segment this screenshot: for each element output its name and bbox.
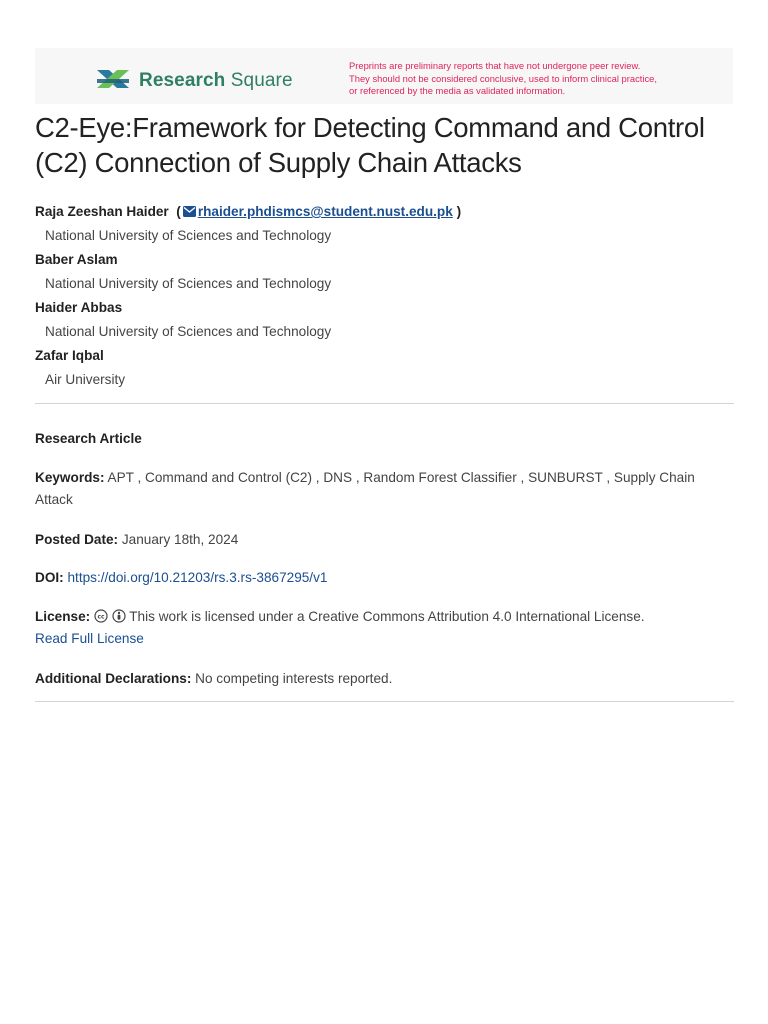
author-list	[35, 200, 735, 392]
author-name: Zafar Iqbal	[35, 348, 104, 363]
svg-text:cc: cc	[97, 613, 105, 621]
research-square-logo[interactable]	[95, 66, 293, 96]
paper-title: C2-Eye:Framework for Detecting Command and Control (C2) Connection of Supply Chain Attacks	[35, 112, 705, 178]
author-name-row: Raja Zeeshan Haider ( rhaider.phdismcs@student.nust.edu.pk )	[35, 204, 462, 219]
license-row	[35, 606, 735, 650]
disclaimer-line: Preprints are preliminary reports that have not undergone peer review.	[349, 60, 641, 71]
posted-date-row	[35, 529, 735, 551]
section-divider	[35, 403, 734, 404]
declarations-row	[35, 668, 735, 690]
author-affiliation: National University of Sciences and Technology	[45, 228, 332, 243]
disclaimer-line: or referenced by the media as validated information.	[349, 85, 566, 97]
author-entry	[35, 200, 735, 248]
posted-date-value: January 18th, 2024	[121, 532, 239, 547]
disclaimer-line: They should not be considered conclusive, used to inform clinical practice,	[349, 72, 657, 84]
declarations-value: No competing interests reported.	[195, 671, 393, 686]
article-type-label: Research Article	[35, 431, 142, 446]
envelope-icon	[183, 206, 196, 217]
author-name: Raja Zeeshan Haider	[35, 204, 169, 219]
doi-label: DOI:	[35, 570, 64, 585]
declarations-label: Additional Declarations:	[35, 671, 192, 686]
author-entry	[35, 344, 735, 392]
article-type	[35, 428, 735, 450]
posted-date-label: Posted Date:	[35, 532, 119, 547]
research-square-logo-icon	[95, 66, 131, 96]
section-divider	[35, 701, 734, 702]
author-entry	[35, 248, 735, 296]
license-text: This work is licensed under a Creative Commons Attribution 4.0 International License.	[129, 609, 645, 624]
author-email-link[interactable]: rhaider.phdismcs@student.nust.edu.pk	[197, 204, 453, 219]
creative-commons-icon	[94, 609, 108, 623]
author-affiliation: Air University	[45, 372, 126, 387]
author-name: Haider Abbas	[35, 300, 123, 315]
author-affiliation: National University of Sciences and Technology	[45, 276, 332, 291]
preprint-disclaimer	[349, 60, 709, 98]
license-label: License:	[35, 609, 91, 624]
keywords-value: APT , Command and Control (C2) , DNS , Random Forest Classifier , SUNBURST , Supply Chain Attack	[35, 470, 695, 507]
author-entry	[35, 296, 735, 344]
attribution-icon	[112, 609, 126, 623]
doi-row	[35, 567, 735, 589]
read-full-license-link[interactable]: Read Full License	[35, 631, 144, 646]
author-name: Baber Aslam	[35, 252, 118, 267]
keywords-row	[35, 467, 735, 511]
keywords-label: Keywords:	[35, 470, 105, 485]
doi-link[interactable]: https://doi.org/10.21203/rs.3.rs-3867295/v1	[67, 570, 328, 585]
logo-text: Research Square	[139, 70, 293, 91]
author-affiliation: National University of Sciences and Technology	[45, 324, 332, 339]
